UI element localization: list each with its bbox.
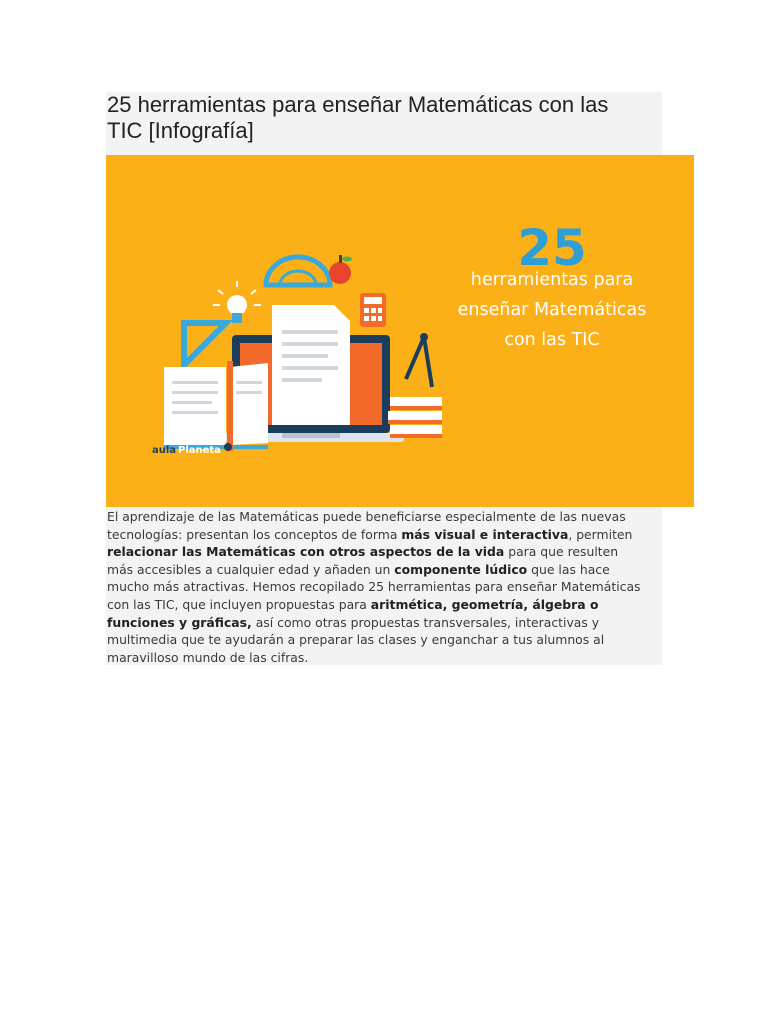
banner-illustration [106, 155, 694, 507]
aulaplaneta-logo [152, 443, 232, 456]
calculator-icon [360, 293, 386, 327]
svg-text:Planeta: Planeta [178, 445, 221, 456]
document-icon [272, 305, 350, 425]
book-stack-icon [388, 397, 442, 438]
banner-line-1: herramientas para [470, 270, 634, 290]
banner-line-2: enseñar Matemáticas [457, 300, 647, 320]
infographic-banner [106, 155, 694, 507]
text-run: El aprendizaje de las Matemáticas puede beneficiarse especialmente de las nuevas tecnologías: presentan los conceptos de forma [107, 509, 626, 542]
text-run: que las hace mucho más atractivas. Hemos recopilado 25 herramientas para enseñar Matemáticas con las TIC, que incluyen propuestas para [107, 561, 641, 612]
text-run: así como otras propuestas transversales, interactivas y multimedia que te ayudarán a preparar las clases y enganchar a tus alumnos al maravilloso mundo de las cifras. [107, 614, 605, 665]
svg-text:aula: aula [152, 445, 177, 456]
bold-phrase: componente lúdico [394, 561, 528, 577]
text-run: , permiten [568, 526, 633, 542]
bold-phrase: aritmética, geometría, álgebra o funciones y gráficas, [107, 596, 599, 630]
article-paragraph [107, 508, 647, 666]
banner-line-3: con las TIC [504, 330, 600, 350]
bold-phrase: relacionar las Matemáticas con otros aspectos de la vida [107, 544, 505, 560]
text-run: para que resulten más accesibles a cualquier edad y añaden un [107, 544, 619, 577]
banner-number: 25 [517, 219, 587, 277]
open-book-icon [164, 361, 268, 451]
bold-phrase: más visual e interactiva [401, 526, 569, 542]
article-title: 25 herramientas para enseñar Matemáticas con las TIC [Infografía] [107, 92, 609, 143]
